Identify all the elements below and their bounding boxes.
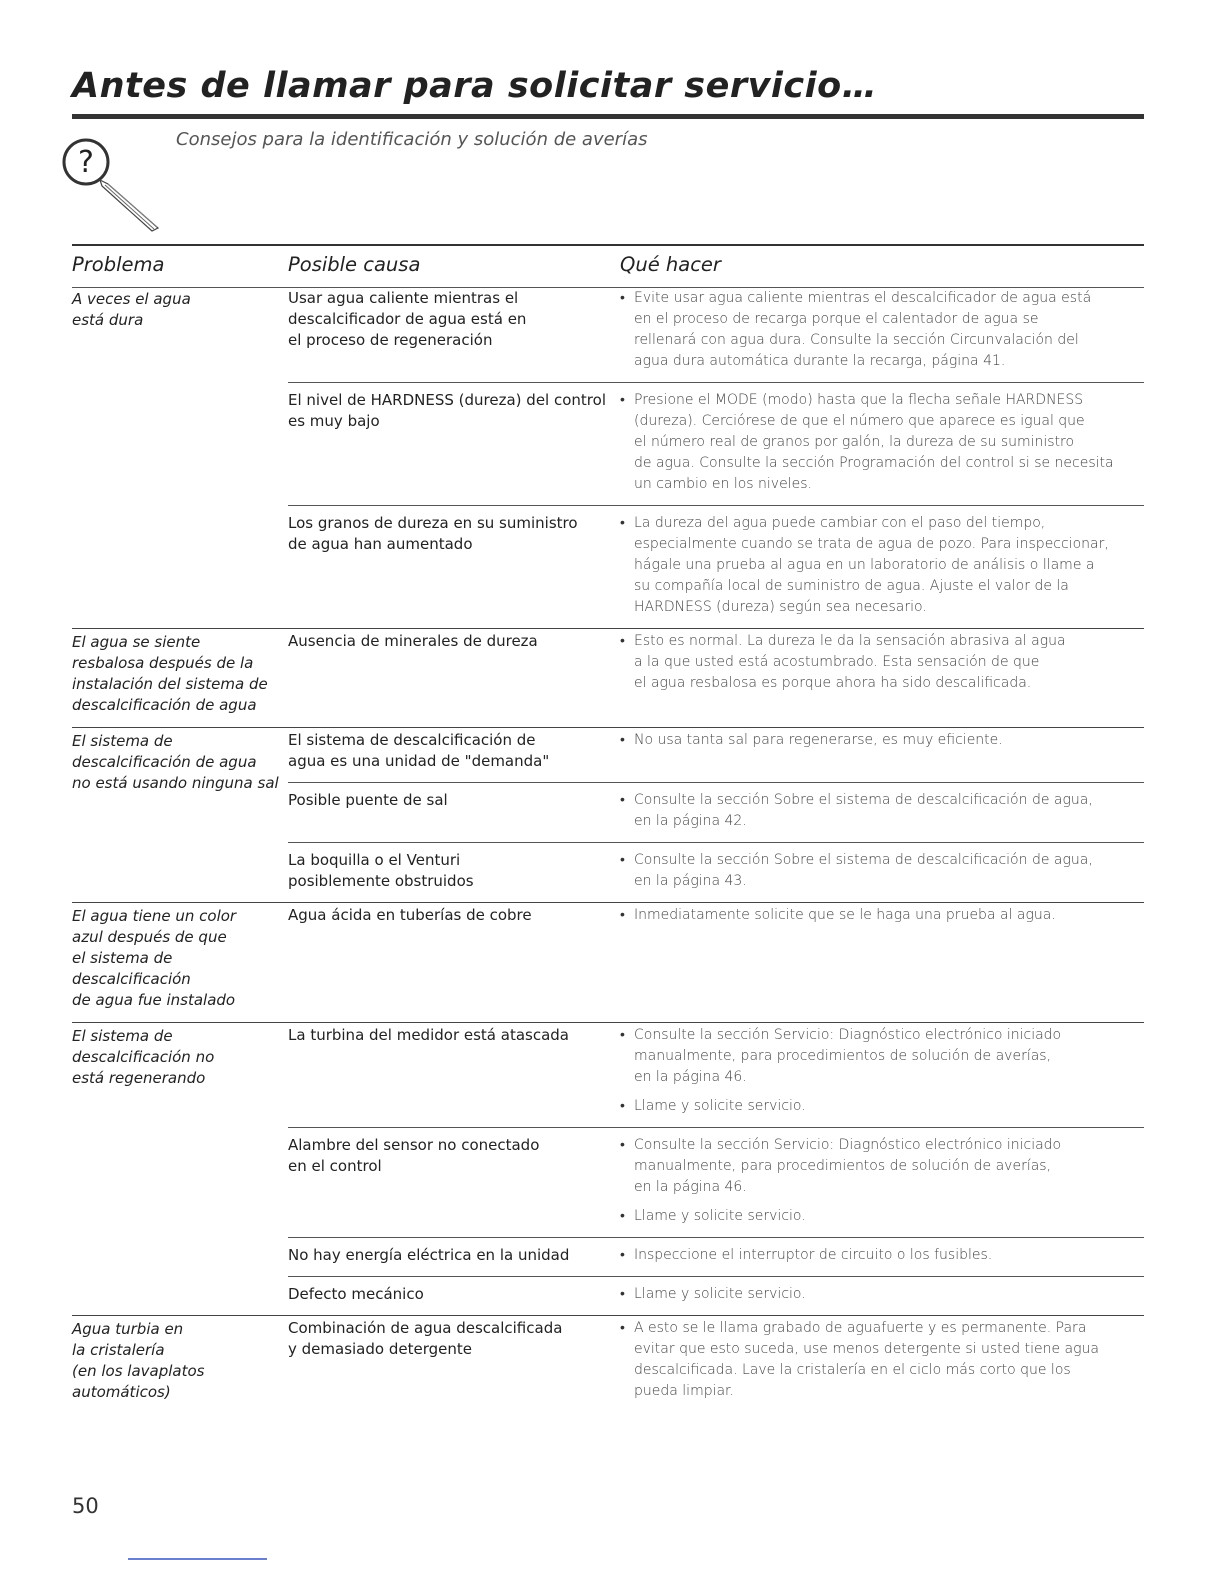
cause-row xyxy=(288,1276,1144,1315)
problem-text: El agua tiene un color azul después de que el sistema de descalcificación de agua fue instalado xyxy=(72,907,237,1009)
bullet-icon: • xyxy=(620,1137,625,1153)
bullet-icon: • xyxy=(620,852,625,868)
action-text: A esto se le llama grabado de aguafuerte y es permanente. Para evitar que esto suceda, use menos detergente si usted tiene agua descalcificada. Lave la cristalería en el ciclo más corto que los pueda limpiar. xyxy=(634,1320,1099,1399)
causes-list xyxy=(288,728,1144,902)
title-rule xyxy=(72,114,1144,119)
causes-list xyxy=(288,629,1144,704)
header-cause: Posible causa xyxy=(288,253,421,276)
action-text: Inspeccione el interruptor de circuito o los fusibles. xyxy=(634,1247,993,1263)
bullet-icon: • xyxy=(620,1247,625,1263)
action-item xyxy=(620,1135,1144,1198)
action-text: Consulte la sección Sobre el sistema de descalcificación de agua, en la página 42. xyxy=(634,792,1093,829)
action-text: Evite usar agua caliente mientras el descalcificador de agua está en el proceso de recarga porque el calentador de agua se rellenará con agua dura. Consulte la sección Circunvalación del agua dura automática durante la recarga, página 41. xyxy=(634,290,1092,369)
action-item xyxy=(620,1025,1144,1088)
action-text: Llame y solicite servicio. xyxy=(634,1208,806,1224)
cause-text: Combinación de agua descalcificada y demasiado detergente xyxy=(288,1319,563,1358)
bullet-icon: • xyxy=(620,1208,625,1224)
cause-row xyxy=(288,782,1144,842)
table-row xyxy=(72,728,1144,903)
cause-text: El sistema de descalcificación de agua es una unidad de "demanda" xyxy=(288,731,550,770)
actions-list xyxy=(620,288,1144,372)
cause-row xyxy=(288,1023,1144,1127)
actions-list xyxy=(620,1135,1144,1227)
action-item xyxy=(620,730,1144,751)
header-problem: Problema xyxy=(72,253,165,276)
cause-text: El nivel de HARDNESS (dureza) del control es muy bajo xyxy=(288,391,606,430)
actions-list xyxy=(620,905,1144,926)
actions-list xyxy=(620,513,1144,618)
table-row xyxy=(72,286,1144,629)
problem-text: Agua turbia en la cristalería (en los lavaplatos automáticos) xyxy=(72,1320,205,1401)
action-item xyxy=(620,790,1144,832)
cause-text: Ausencia de minerales de dureza xyxy=(288,632,538,650)
bullet-icon: • xyxy=(620,515,625,531)
causes-list xyxy=(288,1023,1144,1315)
actions-list xyxy=(620,790,1144,832)
problem-text: A veces el agua está dura xyxy=(72,290,191,329)
action-text: Consulte la sección Servicio: Diagnóstico electrónico iniciado manualmente, para procedimientos de solución de averías, en la página 46. xyxy=(634,1137,1062,1195)
troubleshooting-table xyxy=(72,286,1144,1414)
actions-list xyxy=(620,1245,1144,1266)
help-magnifier-icon xyxy=(60,132,170,232)
actions-list xyxy=(620,1284,1144,1305)
cause-row xyxy=(288,842,1144,902)
table-row xyxy=(72,903,1144,1023)
action-item xyxy=(620,1206,1144,1227)
actions-list xyxy=(620,1318,1144,1402)
actions-list xyxy=(620,390,1144,495)
table-row xyxy=(72,1316,1144,1414)
bullet-icon: • xyxy=(620,1286,625,1302)
cause-row xyxy=(288,1237,1144,1276)
action-text: No usa tanta sal para regenerarse, es muy eficiente. xyxy=(634,732,1003,748)
bullet-icon: • xyxy=(620,792,625,808)
action-item xyxy=(620,1245,1144,1266)
actions-list xyxy=(620,1025,1144,1117)
cause-row xyxy=(288,1127,1144,1237)
bullet-icon: • xyxy=(620,392,625,408)
action-item xyxy=(620,850,1144,892)
cause-row xyxy=(288,629,1144,704)
table-row xyxy=(72,629,1144,728)
bullet-icon: • xyxy=(620,1320,625,1336)
action-item xyxy=(620,905,1144,926)
causes-list xyxy=(288,286,1144,628)
cause-text: Agua ácida en tuberías de cobre xyxy=(288,906,532,924)
bullet-icon: • xyxy=(620,732,625,748)
action-text: Presione el MODE (modo) hasta que la flecha señale HARDNESS (dureza). Cerciórese de que el número que aparece es igual que el número real de granos por galón, la dureza de su suministro de agua. Consulte la sección Programación del control si se necesita un cambio en los niveles. xyxy=(634,392,1114,492)
cause-row xyxy=(288,286,1144,382)
action-text: Esto es normal. La dureza le da la sensación abrasiva al agua a la que usted está acostumbrado. Esta sensación de que el agua resbalosa es porque ahora ha sido descalificada. xyxy=(634,633,1066,691)
problem-text: El sistema de descalcificación no está regenerando xyxy=(72,1027,215,1087)
bullet-icon: • xyxy=(620,1098,625,1114)
table-header xyxy=(72,244,1144,288)
action-text: Inmediatamente solicite que se le haga una prueba al agua. xyxy=(634,907,1056,923)
cause-row xyxy=(288,382,1144,505)
action-text: La dureza del agua puede cambiar con el paso del tiempo, especialmente cuando se trata de agua de pozo. Para inspeccionar, hágale una prueba al agua en un laboratorio de análisis o llame a su compañía local de suministro de agua. Ajuste el valor de la HARDNESS (dureza) según sea necesario. xyxy=(634,515,1109,615)
cause-row xyxy=(288,903,1144,936)
bullet-icon: • xyxy=(620,1027,625,1043)
cause-text: No hay energía eléctrica en la unidad xyxy=(288,1246,570,1264)
page-subtitle: Consejos para la identificación y solución de averías xyxy=(176,129,648,150)
action-text: Consulte la sección Servicio: Diagnóstico electrónico iniciado manualmente, para procedimientos de solución de averías, en la página 46. xyxy=(634,1027,1062,1085)
action-item xyxy=(620,631,1144,694)
header-action: Qué hacer xyxy=(620,253,721,276)
actions-list xyxy=(620,730,1144,772)
cause-row xyxy=(288,505,1144,628)
page-title: Antes de llamar para solicitar servicio… xyxy=(72,66,878,106)
bullet-icon: • xyxy=(620,907,625,923)
action-item xyxy=(620,288,1144,372)
action-item xyxy=(620,1318,1144,1402)
action-text: Llame y solicite servicio. xyxy=(634,1098,806,1114)
problem-text: El sistema de descalcificación de agua no está usando ninguna sal xyxy=(72,732,279,792)
table-row xyxy=(72,1023,1144,1316)
action-item xyxy=(620,1284,1144,1305)
causes-list xyxy=(288,1316,1144,1412)
cause-text: La boquilla o el Venturi posiblemente obstruidos xyxy=(288,851,474,890)
cause-text: Usar agua caliente mientras el descalcificador de agua está en el proceso de regeneración xyxy=(288,289,527,349)
action-text: Consulte la sección Sobre el sistema de descalcificación de agua, en la página 43. xyxy=(634,852,1093,889)
cause-text: La turbina del medidor está atascada xyxy=(288,1026,569,1044)
cause-text: Los granos de dureza en su suministro de agua han aumentado xyxy=(288,514,578,553)
cause-text: Posible puente de sal xyxy=(288,791,448,809)
bullet-icon: • xyxy=(620,633,625,649)
cause-text: Defecto mecánico xyxy=(288,1285,424,1303)
action-item xyxy=(620,390,1144,495)
causes-list xyxy=(288,903,1144,936)
action-text: Llame y solicite servicio. xyxy=(634,1286,806,1302)
cause-row xyxy=(288,728,1144,782)
action-item xyxy=(620,513,1144,618)
footer-line xyxy=(128,1558,267,1560)
actions-list xyxy=(620,631,1144,694)
cause-text: Alambre del sensor no conectado en el control xyxy=(288,1136,540,1175)
action-item xyxy=(620,1096,1144,1117)
cause-row xyxy=(288,1316,1144,1412)
svg-text:?: ? xyxy=(78,145,94,180)
problem-text: El agua se siente resbalosa después de la instalación del sistema de descalcificación de agua xyxy=(72,633,268,714)
actions-list xyxy=(620,850,1144,892)
page-number: 50 xyxy=(72,1494,99,1518)
bullet-icon: • xyxy=(620,290,625,306)
